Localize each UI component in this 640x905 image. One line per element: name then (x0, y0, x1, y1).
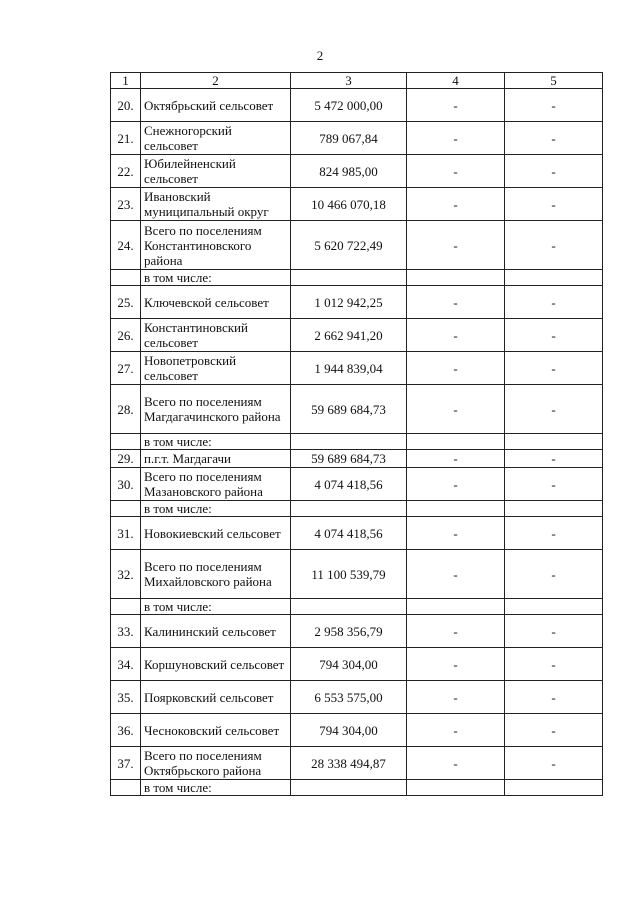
table-row (111, 434, 603, 450)
table-row (111, 648, 603, 681)
row-name: Всего по поселениям Мазановского района (141, 468, 291, 501)
table-row (111, 747, 603, 780)
row-number: 23. (111, 188, 141, 221)
row-col4: - (407, 155, 505, 188)
page-number: 2 (316, 48, 324, 63)
row-number: 28. (111, 385, 141, 434)
row-number: 27. (111, 352, 141, 385)
table-row (111, 385, 603, 434)
row-amount (291, 780, 407, 796)
row-number: 35. (111, 681, 141, 714)
column-header: 1 (111, 73, 141, 89)
row-col5 (505, 434, 603, 450)
table-row (111, 468, 603, 501)
row-name: в том числе: (141, 501, 291, 517)
row-name: Октябрьский сельсовет (141, 89, 291, 122)
row-col4 (407, 434, 505, 450)
row-col4 (407, 599, 505, 615)
row-amount: 28 338 494,87 (291, 747, 407, 780)
row-col4 (407, 270, 505, 286)
row-name: Всего по поселениям Магдагачинского района (141, 385, 291, 434)
row-amount: 5 620 722,49 (291, 221, 407, 270)
row-col5: - (505, 550, 603, 599)
row-number: 37. (111, 747, 141, 780)
row-col4 (407, 780, 505, 796)
row-col5: - (505, 648, 603, 681)
row-col5: - (505, 468, 603, 501)
table-row (111, 221, 603, 270)
row-amount: 824 985,00 (291, 155, 407, 188)
row-number: 36. (111, 714, 141, 747)
row-col5 (505, 501, 603, 517)
row-number (111, 501, 141, 517)
row-col5: - (505, 352, 603, 385)
row-col5: - (505, 122, 603, 155)
row-name: Юбилейненский сельсовет (141, 155, 291, 188)
row-col5: - (505, 747, 603, 780)
row-name: Снежногорский сельсовет (141, 122, 291, 155)
row-name: Коршуновский сельсовет (141, 648, 291, 681)
row-number: 32. (111, 550, 141, 599)
row-number: 24. (111, 221, 141, 270)
row-amount: 59 689 684,73 (291, 385, 407, 434)
table-row (111, 155, 603, 188)
row-amount (291, 501, 407, 517)
row-amount (291, 434, 407, 450)
row-name: Ключевской сельсовет (141, 286, 291, 319)
table-row (111, 319, 603, 352)
allocation-table (110, 72, 603, 796)
row-col5: - (505, 221, 603, 270)
row-col5: - (505, 714, 603, 747)
row-name: Константиновский сельсовет (141, 319, 291, 352)
row-name: Новокиевский сельсовет (141, 517, 291, 550)
row-col5: - (505, 286, 603, 319)
row-name: в том числе: (141, 780, 291, 796)
row-amount: 4 074 418,56 (291, 468, 407, 501)
row-col4: - (407, 450, 505, 468)
row-amount: 5 472 000,00 (291, 89, 407, 122)
row-amount (291, 599, 407, 615)
row-amount: 1 944 839,04 (291, 352, 407, 385)
row-name: Ивановский муниципальный округ (141, 188, 291, 221)
row-col5: - (505, 155, 603, 188)
row-col5 (505, 780, 603, 796)
table-row (111, 122, 603, 155)
row-name: Всего по поселениям Константиновского района (141, 221, 291, 270)
table-row (111, 270, 603, 286)
row-col5: - (505, 89, 603, 122)
column-header: 5 (505, 73, 603, 89)
row-col4: - (407, 286, 505, 319)
row-col4: - (407, 122, 505, 155)
row-number: 22. (111, 155, 141, 188)
row-col5: - (505, 517, 603, 550)
row-col4: - (407, 648, 505, 681)
table-row (111, 780, 603, 796)
row-amount: 2 662 941,20 (291, 319, 407, 352)
table-row (111, 188, 603, 221)
column-header: 3 (291, 73, 407, 89)
row-col4 (407, 501, 505, 517)
row-col4: - (407, 188, 505, 221)
table-row (111, 352, 603, 385)
row-number: 25. (111, 286, 141, 319)
row-col5 (505, 270, 603, 286)
row-number: 29. (111, 450, 141, 468)
table-header-row (111, 73, 603, 89)
row-col4: - (407, 352, 505, 385)
table-row (111, 89, 603, 122)
row-number: 33. (111, 615, 141, 648)
row-number (111, 270, 141, 286)
row-name: в том числе: (141, 599, 291, 615)
row-amount: 789 067,84 (291, 122, 407, 155)
row-col4: - (407, 747, 505, 780)
row-col4: - (407, 681, 505, 714)
row-number (111, 780, 141, 796)
row-name: Новопетровский сельсовет (141, 352, 291, 385)
table-row (111, 599, 603, 615)
row-col5: - (505, 319, 603, 352)
row-number: 31. (111, 517, 141, 550)
row-col4: - (407, 550, 505, 599)
row-amount: 794 304,00 (291, 648, 407, 681)
row-amount: 11 100 539,79 (291, 550, 407, 599)
row-amount (291, 270, 407, 286)
table-row (111, 550, 603, 599)
row-col5: - (505, 188, 603, 221)
table-row (111, 450, 603, 468)
row-number: 26. (111, 319, 141, 352)
row-amount: 6 553 575,00 (291, 681, 407, 714)
row-name: Всего по поселениям Михайловского района (141, 550, 291, 599)
column-header: 2 (141, 73, 291, 89)
row-amount: 10 466 070,18 (291, 188, 407, 221)
row-amount: 1 012 942,25 (291, 286, 407, 319)
row-amount: 4 074 418,56 (291, 517, 407, 550)
row-amount: 59 689 684,73 (291, 450, 407, 468)
row-col4: - (407, 319, 505, 352)
table-row (111, 517, 603, 550)
column-header: 4 (407, 73, 505, 89)
row-col4: - (407, 468, 505, 501)
row-col4: - (407, 221, 505, 270)
row-number (111, 599, 141, 615)
table-row (111, 681, 603, 714)
row-number: 21. (111, 122, 141, 155)
row-name: в том числе: (141, 270, 291, 286)
row-col5: - (505, 681, 603, 714)
table-row (111, 286, 603, 319)
row-col5: - (505, 615, 603, 648)
row-name: Поярковский сельсовет (141, 681, 291, 714)
row-col4: - (407, 714, 505, 747)
row-name: в том числе: (141, 434, 291, 450)
row-name: п.г.т. Магдагачи (141, 450, 291, 468)
row-col5: - (505, 385, 603, 434)
row-name: Калининский сельсовет (141, 615, 291, 648)
row-col4: - (407, 385, 505, 434)
row-col4: - (407, 517, 505, 550)
row-amount: 2 958 356,79 (291, 615, 407, 648)
row-col4: - (407, 89, 505, 122)
table-row (111, 615, 603, 648)
row-col5: - (505, 450, 603, 468)
row-name: Всего по поселениям Октябрьского района (141, 747, 291, 780)
row-name: Чесноковский сельсовет (141, 714, 291, 747)
row-number: 34. (111, 648, 141, 681)
row-amount: 794 304,00 (291, 714, 407, 747)
table-row (111, 501, 603, 517)
table-row (111, 714, 603, 747)
row-col5 (505, 599, 603, 615)
row-number: 30. (111, 468, 141, 501)
row-number: 20. (111, 89, 141, 122)
row-col4: - (407, 615, 505, 648)
row-number (111, 434, 141, 450)
